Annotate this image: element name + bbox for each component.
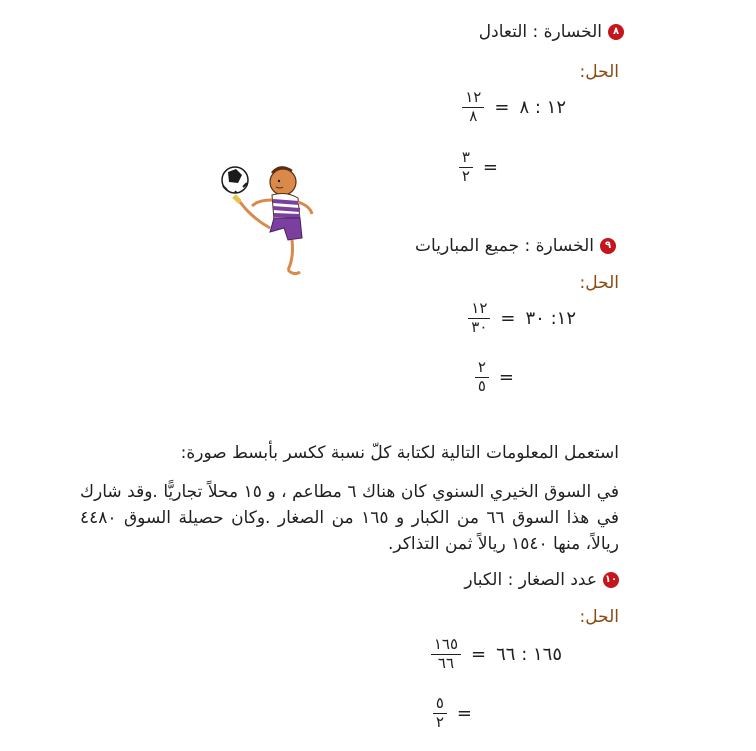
boy-kicking-soccer-ball-illustration (214, 158, 324, 278)
fraction-denominator: ٢ (435, 712, 444, 731)
ratio-expression: ١٦٥ : ٦٦ (496, 643, 562, 665)
solution-label: الحل: (579, 62, 619, 82)
fraction (433, 696, 447, 731)
solution-line-1 (468, 301, 576, 336)
question-number-badge: ٩ (600, 238, 616, 254)
fraction-denominator: ٦٦ (437, 653, 455, 672)
solution-line-2 (475, 360, 514, 395)
solution-label: الحل: (579, 273, 619, 293)
fraction-numerator: ١٢ (462, 90, 484, 108)
fraction (468, 301, 490, 336)
solution-label: الحل: (579, 607, 619, 627)
question-number-badge: ١٠ (603, 572, 619, 588)
question-8 (479, 22, 624, 42)
fraction-numerator: ٢ (475, 360, 489, 378)
question-10 (464, 570, 619, 590)
equals-sign: = (482, 156, 498, 178)
fraction-numerator: ١٦٥ (431, 637, 461, 655)
fraction-numerator: ٥ (433, 696, 447, 714)
question-text: الخسارة : جميع المباريات (415, 236, 594, 256)
ratio-expression: ١٢ : ٨ (519, 96, 566, 118)
fraction-denominator: ٢ (461, 166, 470, 185)
solution-line-1 (462, 90, 566, 125)
equals-sign: = (498, 366, 514, 388)
question-number-badge: ٨ (608, 24, 624, 40)
fraction-numerator: ٣ (459, 150, 473, 168)
equals-sign: = (456, 702, 472, 724)
ratio-expression: ١٢: ٣٠ (525, 307, 576, 329)
fraction (462, 90, 484, 125)
fraction-denominator: ٣٠ (471, 317, 488, 336)
question-9 (415, 236, 616, 256)
equals-sign: = (494, 96, 510, 118)
equals-sign: = (500, 307, 516, 329)
solution-line-2 (459, 150, 498, 185)
fraction (475, 360, 489, 395)
fraction-denominator: ٥ (477, 376, 486, 395)
solution-line-2 (433, 696, 472, 731)
fraction-numerator: ١٢ (468, 301, 490, 319)
equals-sign: = (471, 643, 487, 665)
fraction-denominator: ٨ (469, 106, 478, 125)
fraction (431, 637, 461, 672)
fraction (459, 150, 473, 185)
word-problem-paragraph: في السوق الخيري السنوي كان هناك ٦ مطاعم ، و ١٥ محلاً تجاريًّا .وقد شارك في هذا السوق ٦٦ من الكبار و ١٦٥ من الصغار .وكان حصيلة السوق ٤٤٨٠ ريالاً، منها ١٥٤٠ ريالاً ثمن التذاكر. (80, 482, 619, 554)
question-text: عدد الصغار : الكبار (464, 570, 597, 590)
instruction-text: استعمل المعلومات التالية لكتابة كلّ نسبة ككسر بأبسط صورة: (180, 443, 619, 463)
question-text: الخسارة : التعادل (478, 22, 602, 42)
solution-line-1 (431, 637, 562, 672)
